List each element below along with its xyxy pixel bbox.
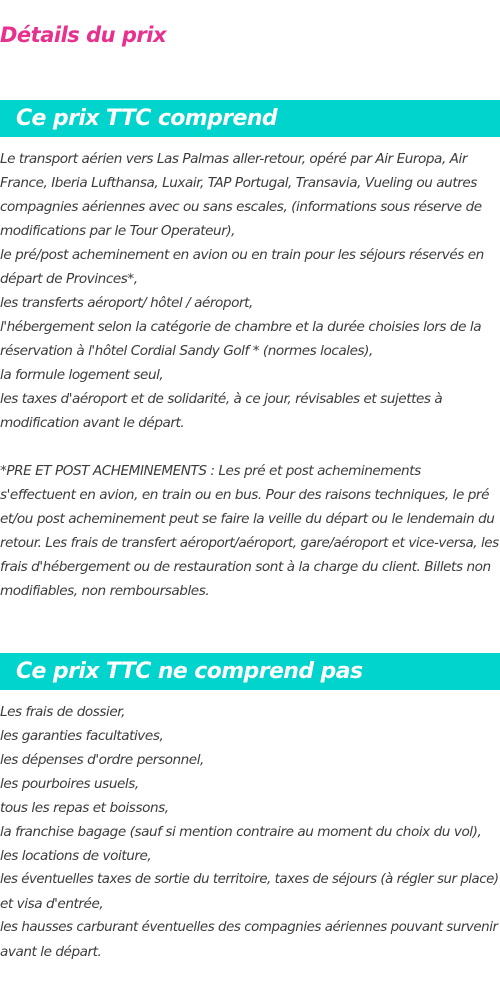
excluded-line: les locations de voiture, (0, 848, 152, 864)
included-line: le pré/post acheminement en avion ou en train pour les séjours réservés en (0, 247, 484, 263)
acheminement-note-line: et/ou post acheminement peut se faire la veille du départ ou le lendemain du (0, 511, 495, 527)
excluded-line: les hausses carburant éventuelles des compagnies aériennes pouvant survenir (0, 920, 498, 935)
excluded-line: avant le départ. (0, 944, 102, 960)
included-line: la formule logement seul, (0, 367, 164, 383)
included-section-body (0, 147, 500, 603)
excluded-line: Les frais de dossier, (0, 704, 126, 720)
excluded-line: les éventuelles taxes de sortie du territoire, taxes de séjours (à régler sur place) (0, 872, 499, 887)
paragraph-spacer (0, 435, 500, 459)
excluded-line: les garanties facultatives, (0, 728, 164, 744)
included-line: départ de Provinces*, (0, 271, 138, 287)
acheminement-note-line: retour. Les frais de transfert aéroport/aéroport, gare/aéroport et vice-versa, les (0, 535, 499, 551)
acheminement-note-line: s'effectuent en avion, en train ou en bus. Pour des raisons techniques, le pré (0, 487, 489, 503)
included-line: réservation à l'hôtel Cordial Sandy Golf * (normes locales), (0, 343, 373, 359)
page-title: Détails du prix (0, 23, 167, 47)
included-line: compagnies aériennes avec ou sans escales, (informations sous réserve de (0, 199, 482, 215)
acheminement-note-line: frais d'hébergement ou de restauration sont à la charge du client. Billets non (0, 559, 491, 575)
included-section-heading: Ce prix TTC comprend (16, 106, 278, 131)
included-line: l'hébergement selon la catégorie de chambre et la durée choisies lors de la (0, 319, 482, 335)
excluded-line: les dépenses d'ordre personnel, (0, 752, 204, 768)
included-line: les taxes d'aéroport et de solidarité, à ce jour, révisables et sujettes à (0, 391, 443, 407)
excluded-section-body (0, 700, 500, 964)
included-line: modifications par le Tour Operateur), (0, 223, 236, 239)
included-section-header (0, 100, 500, 137)
included-line: modification avant le départ. (0, 415, 185, 431)
excluded-line: les pourboires usuels, (0, 776, 139, 792)
included-line: France, Iberia Lufthansa, Luxair, TAP Portugal, Transavia, Vueling ou autres (0, 175, 477, 191)
excluded-line: et visa d'entrée, (0, 896, 104, 912)
included-line: Le transport aérien vers Las Palmas aller-retour, opéré par Air Europa, Air (0, 151, 467, 167)
excluded-section-header (0, 653, 500, 690)
excluded-line: la franchise bagage (sauf si mention contraire au moment du choix du vol), (0, 824, 482, 840)
excluded-line: tous les repas et boissons, (0, 800, 169, 816)
acheminement-note-line: *PRE ET POST ACHEMINEMENTS : Les pré et post acheminements (0, 463, 421, 479)
excluded-section-heading: Ce prix TTC ne comprend pas (16, 659, 363, 684)
acheminement-note-line: modifiables, non remboursables. (0, 583, 210, 599)
included-line: les transferts aéroport/ hôtel / aéroport, (0, 295, 253, 311)
